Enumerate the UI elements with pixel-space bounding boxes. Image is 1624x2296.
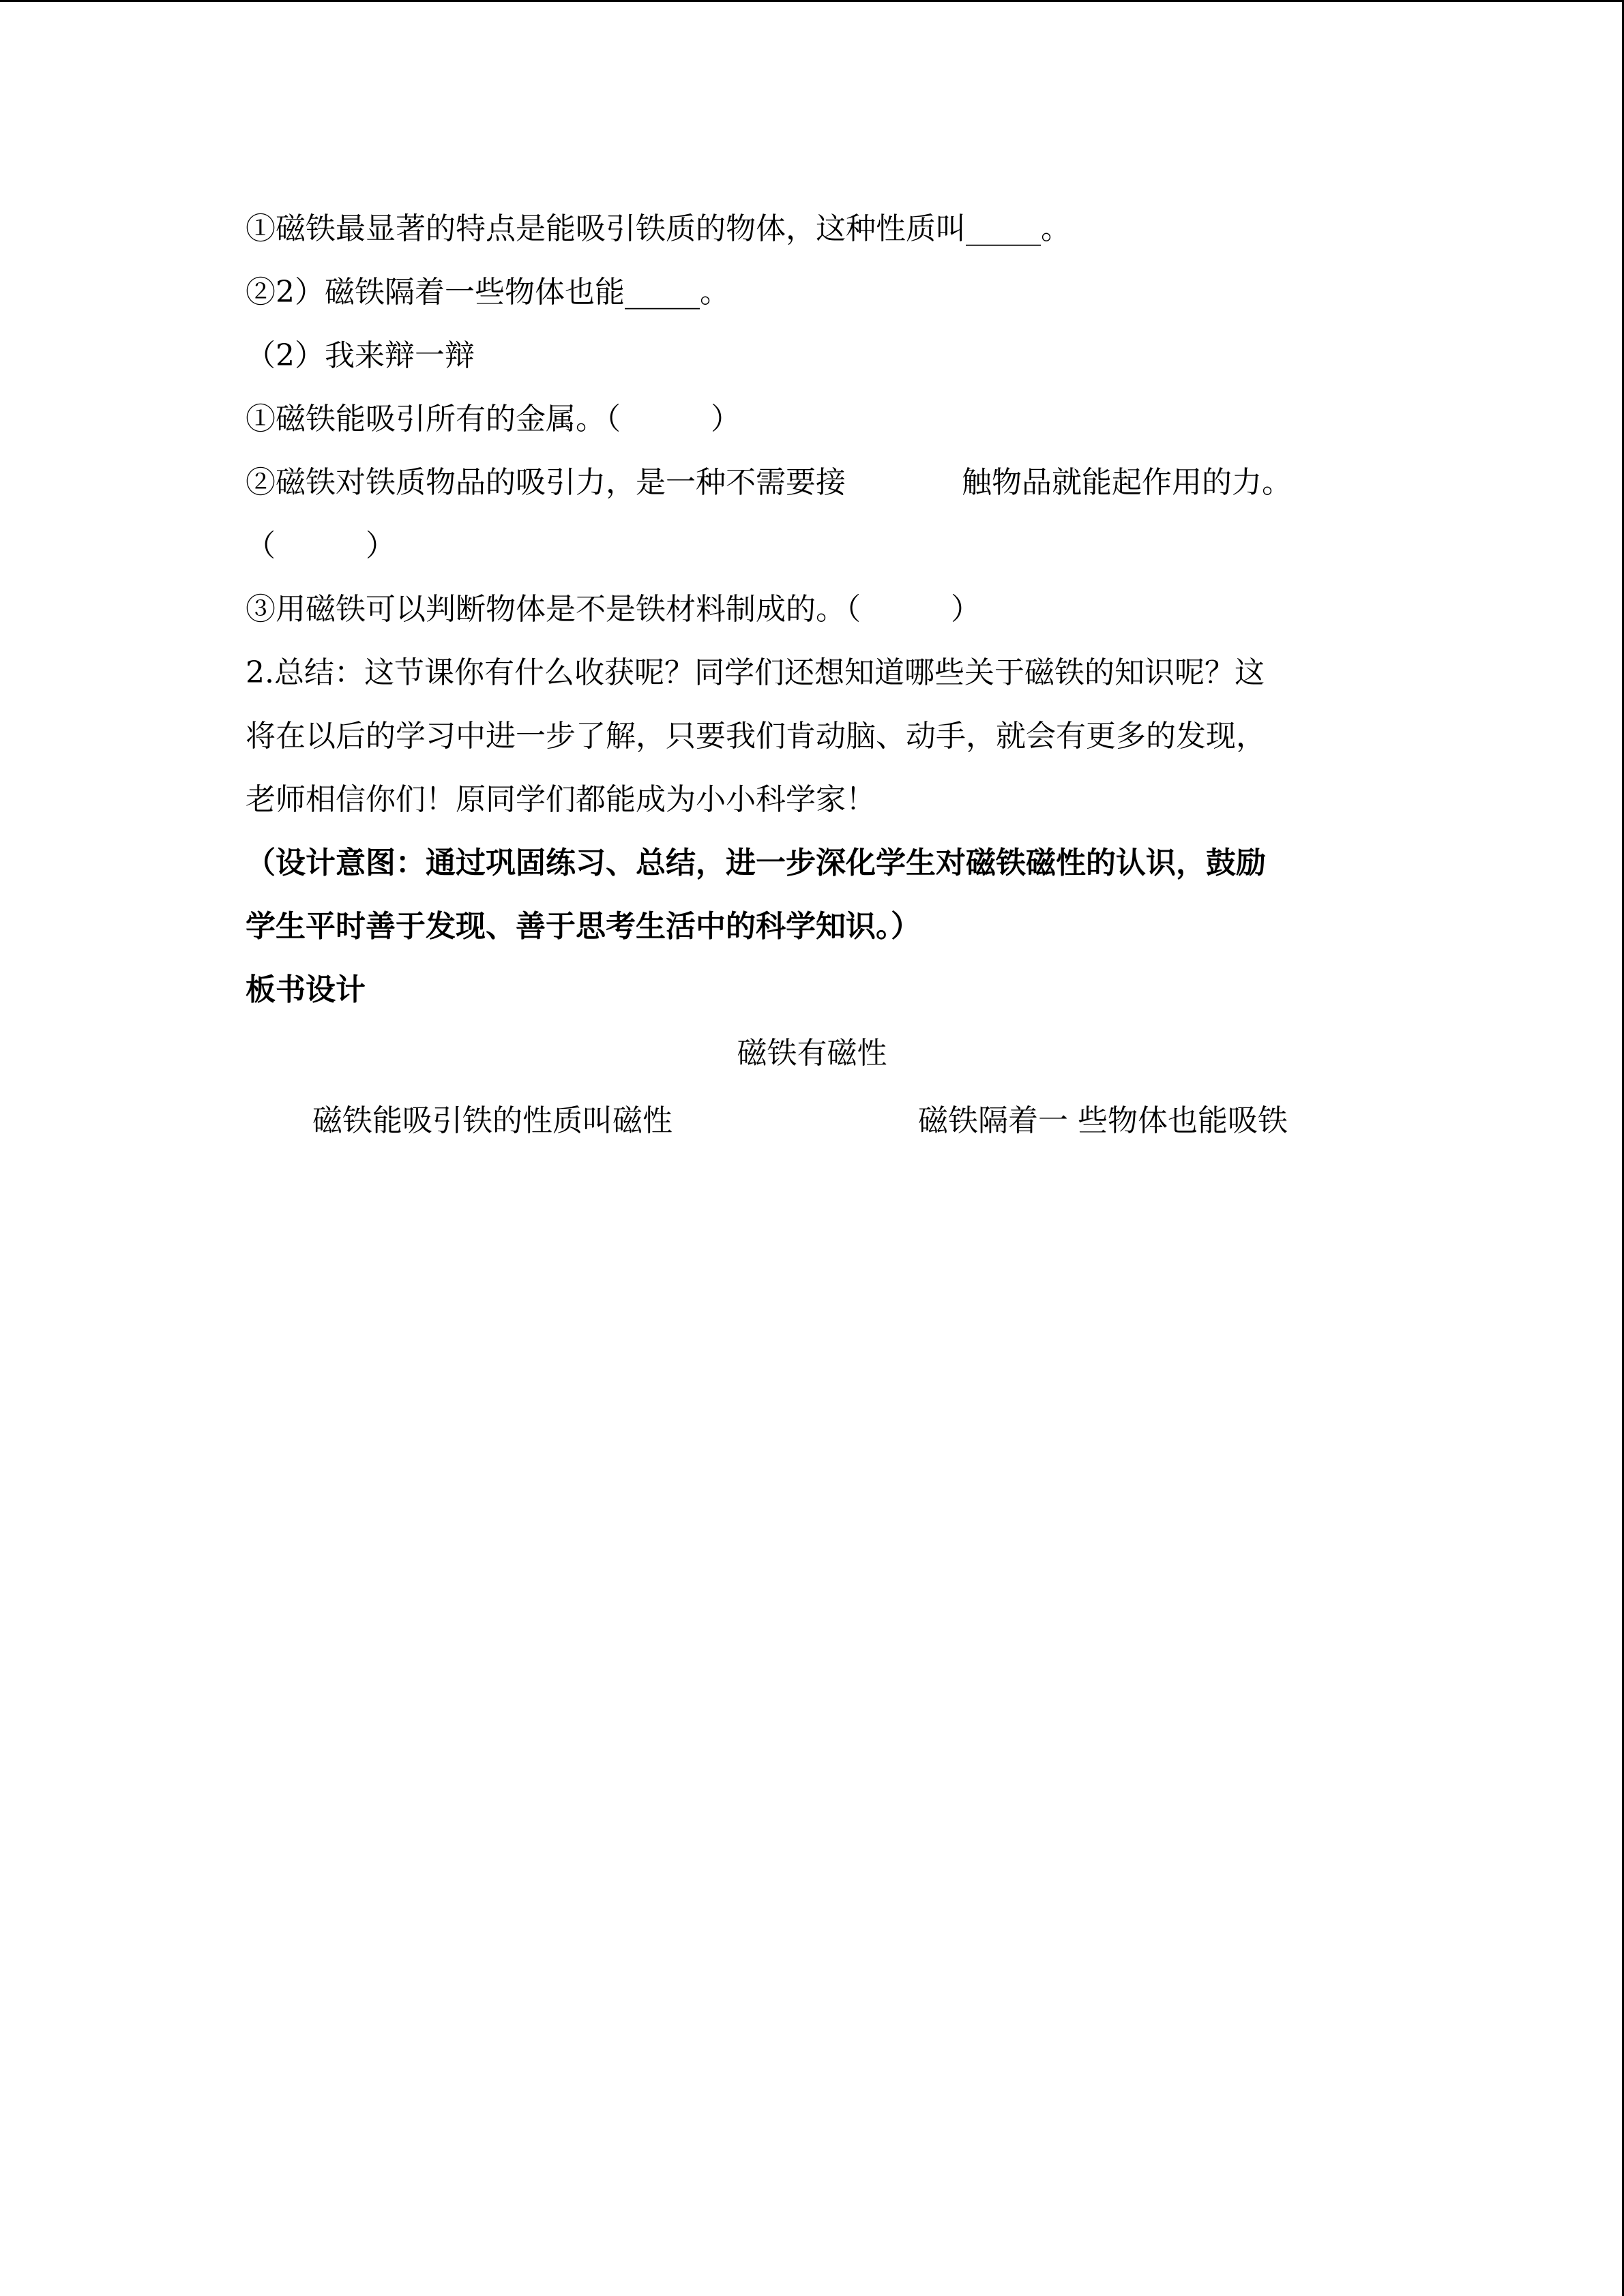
judge-question-2-part2: 触物品就能起作用的力。 xyxy=(962,465,1292,500)
design-intent-line-1: （设计意图：通过巩固练习、总结，进一步深化学生对磁铁磁性的认识，鼓励 xyxy=(246,846,1266,880)
fill-question-2: ②2）磁铁隔着一些物体也能_____。 xyxy=(246,275,730,310)
page-border-top xyxy=(0,0,1624,2)
fill-question-1: ①磁铁最显著的特点是能吸引铁质的物体，这种性质叫_____。 xyxy=(246,211,1071,246)
board-left-point: 磁铁能吸引铁的性质叫磁性 xyxy=(312,1103,673,1138)
section-heading-debate: （2）我来辩一辩 xyxy=(246,338,475,373)
judge-question-2-part1: ②磁铁对铁质物品的吸引力，是一种不需要接 xyxy=(246,465,846,500)
board-design-heading: 板书设计 xyxy=(246,972,366,1007)
summary-line-2: 将在以后的学习中进一步了解，只要我们肯动脑、动手，就会有更多的发现， xyxy=(246,719,1266,754)
summary-line-3: 老师相信你们！原同学们都能成为小小科学家！ xyxy=(246,782,876,817)
summary-line-1: 2.总结：这节课你有什么收获呢？同学们还想知道哪些关于磁铁的知识呢？这 xyxy=(246,655,1265,690)
judge-question-2 xyxy=(246,462,1292,503)
board-right-point: 磁铁隔着一 些物体也能吸铁 xyxy=(918,1103,1288,1138)
judge-question-2-answer: （ ） xyxy=(246,528,396,563)
board-title: 磁铁有磁性 xyxy=(737,1036,887,1071)
judge-question-1: ①磁铁能吸引所有的金属。（ ） xyxy=(246,402,741,436)
judge-question-3: ③用磁铁可以判断物体是不是铁材料制成的。（ ） xyxy=(246,592,981,627)
design-intent-line-2: 学生平时善于发现、善于思考生活中的科学知识。） xyxy=(246,909,921,944)
